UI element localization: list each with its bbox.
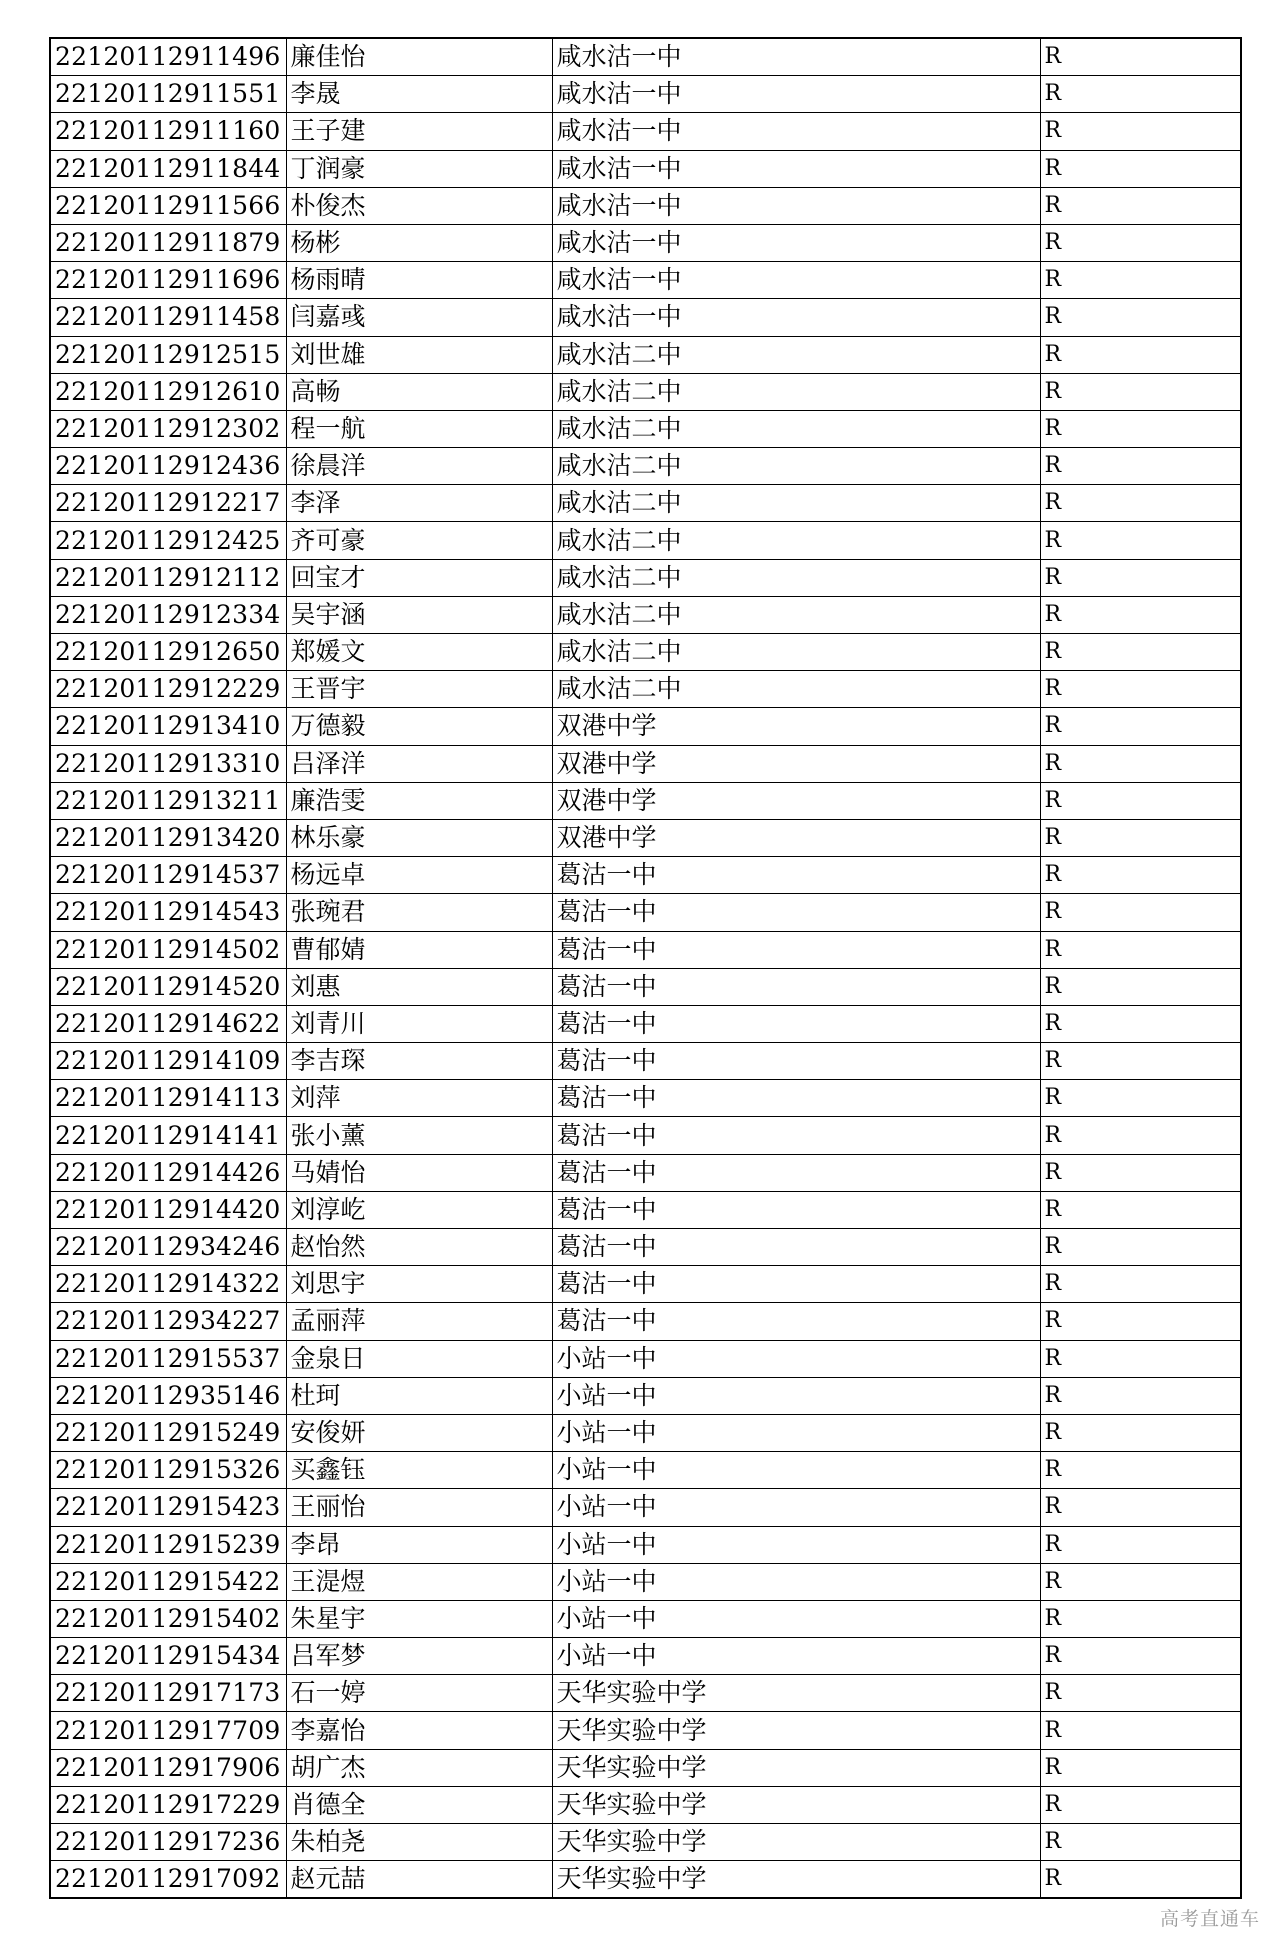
exam-id-cell: 22120112913410 xyxy=(50,708,286,745)
student-name-cell: 朱柏尧 xyxy=(286,1824,552,1861)
student-list-table xyxy=(49,37,1242,1899)
exam-id-cell: 22120112912515 xyxy=(50,336,286,373)
school-cell: 天华实验中学 xyxy=(552,1786,1040,1823)
school-cell: 小站一中 xyxy=(552,1452,1040,1489)
school-cell: 咸水沽二中 xyxy=(552,336,1040,373)
flag-cell: R xyxy=(1040,559,1241,596)
school-cell: 咸水沽二中 xyxy=(552,596,1040,633)
student-name-cell: 刘惠 xyxy=(286,968,552,1005)
school-cell: 咸水沽二中 xyxy=(552,559,1040,596)
exam-id-cell: 22120112911458 xyxy=(50,299,286,336)
school-cell: 咸水沽二中 xyxy=(552,522,1040,559)
school-cell: 葛沽一中 xyxy=(552,857,1040,894)
student-name-cell: 刘青川 xyxy=(286,1005,552,1042)
school-cell: 天华实验中学 xyxy=(552,1675,1040,1712)
school-cell: 咸水沽一中 xyxy=(552,262,1040,299)
flag-cell: R xyxy=(1040,1414,1241,1451)
student-name-cell: 闫嘉彧 xyxy=(286,299,552,336)
student-name-cell: 刘萍 xyxy=(286,1080,552,1117)
school-cell: 葛沽一中 xyxy=(552,1005,1040,1042)
school-cell: 小站一中 xyxy=(552,1638,1040,1675)
flag-cell: R xyxy=(1040,262,1241,299)
flag-cell: R xyxy=(1040,38,1241,76)
table-row xyxy=(50,1340,1241,1377)
exam-id-cell: 22120112912302 xyxy=(50,410,286,447)
table-row xyxy=(50,596,1241,633)
table-row xyxy=(50,262,1241,299)
flag-cell: R xyxy=(1040,819,1241,856)
student-name-cell: 丁润豪 xyxy=(286,150,552,187)
exam-id-cell: 22120112913420 xyxy=(50,819,286,856)
school-cell: 双港中学 xyxy=(552,745,1040,782)
flag-cell: R xyxy=(1040,1229,1241,1266)
flag-cell: R xyxy=(1040,224,1241,261)
table-row xyxy=(50,1600,1241,1637)
school-cell: 咸水沽一中 xyxy=(552,224,1040,261)
table-row xyxy=(50,1861,1241,1899)
school-cell: 葛沽一中 xyxy=(552,1154,1040,1191)
flag-cell: R xyxy=(1040,596,1241,633)
school-cell: 咸水沽一中 xyxy=(552,187,1040,224)
school-cell: 咸水沽二中 xyxy=(552,448,1040,485)
school-cell: 小站一中 xyxy=(552,1563,1040,1600)
exam-id-cell: 22120112914622 xyxy=(50,1005,286,1042)
student-name-cell: 徐晨洋 xyxy=(286,448,552,485)
table-row xyxy=(50,1043,1241,1080)
student-name-cell: 廉浩雯 xyxy=(286,782,552,819)
flag-cell: R xyxy=(1040,857,1241,894)
school-cell: 咸水沽二中 xyxy=(552,671,1040,708)
flag-cell: R xyxy=(1040,1117,1241,1154)
school-cell: 天华实验中学 xyxy=(552,1861,1040,1899)
student-name-cell: 买鑫钰 xyxy=(286,1452,552,1489)
school-cell: 咸水沽一中 xyxy=(552,299,1040,336)
table-row xyxy=(50,1191,1241,1228)
student-name-cell: 齐可豪 xyxy=(286,522,552,559)
exam-id-cell: 22120112911160 xyxy=(50,113,286,150)
table-row xyxy=(50,1638,1241,1675)
school-cell: 天华实验中学 xyxy=(552,1749,1040,1786)
student-name-cell: 张小薰 xyxy=(286,1117,552,1154)
school-cell: 天华实验中学 xyxy=(552,1824,1040,1861)
table-row xyxy=(50,150,1241,187)
exam-id-cell: 22120112913310 xyxy=(50,745,286,782)
school-cell: 咸水沽一中 xyxy=(552,113,1040,150)
exam-id-cell: 22120112917229 xyxy=(50,1786,286,1823)
exam-id-cell: 22120112917906 xyxy=(50,1749,286,1786)
exam-id-cell: 22120112912112 xyxy=(50,559,286,596)
school-cell: 葛沽一中 xyxy=(552,1303,1040,1340)
student-name-cell: 刘世雄 xyxy=(286,336,552,373)
exam-id-cell: 22120112915537 xyxy=(50,1340,286,1377)
school-cell: 咸水沽二中 xyxy=(552,410,1040,447)
school-cell: 葛沽一中 xyxy=(552,968,1040,1005)
school-cell: 葛沽一中 xyxy=(552,1117,1040,1154)
school-cell: 咸水沽一中 xyxy=(552,38,1040,76)
table-row xyxy=(50,1712,1241,1749)
flag-cell: R xyxy=(1040,1712,1241,1749)
flag-cell: R xyxy=(1040,1675,1241,1712)
student-name-cell: 孟丽萍 xyxy=(286,1303,552,1340)
school-cell: 小站一中 xyxy=(552,1340,1040,1377)
student-name-cell: 赵怡然 xyxy=(286,1229,552,1266)
student-name-cell: 马婧怡 xyxy=(286,1154,552,1191)
exam-id-cell: 22120112915422 xyxy=(50,1563,286,1600)
school-cell: 小站一中 xyxy=(552,1526,1040,1563)
student-name-cell: 吕泽洋 xyxy=(286,745,552,782)
watermark-text: 高考直通车 xyxy=(1159,1908,1260,1930)
school-cell: 咸水沽二中 xyxy=(552,634,1040,671)
table-row xyxy=(50,1005,1241,1042)
table-row xyxy=(50,1266,1241,1303)
flag-cell: R xyxy=(1040,1191,1241,1228)
exam-id-cell: 22120112911879 xyxy=(50,224,286,261)
flag-cell: R xyxy=(1040,1340,1241,1377)
school-cell: 葛沽一中 xyxy=(552,894,1040,931)
student-name-cell: 郑媛文 xyxy=(286,634,552,671)
student-name-cell: 胡广杰 xyxy=(286,1749,552,1786)
flag-cell: R xyxy=(1040,1861,1241,1899)
student-name-cell: 程一航 xyxy=(286,410,552,447)
flag-cell: R xyxy=(1040,1154,1241,1191)
exam-id-cell: 22120112911496 xyxy=(50,38,286,76)
school-cell: 葛沽一中 xyxy=(552,1043,1040,1080)
flag-cell: R xyxy=(1040,1452,1241,1489)
exam-id-cell: 22120112911566 xyxy=(50,187,286,224)
flag-cell: R xyxy=(1040,1600,1241,1637)
table-row xyxy=(50,1563,1241,1600)
table-row xyxy=(50,336,1241,373)
table-row xyxy=(50,671,1241,708)
table-row xyxy=(50,894,1241,931)
exam-id-cell: 22120112934227 xyxy=(50,1303,286,1340)
school-cell: 葛沽一中 xyxy=(552,1191,1040,1228)
school-cell: 双港中学 xyxy=(552,708,1040,745)
exam-id-cell: 22120112912650 xyxy=(50,634,286,671)
exam-id-cell: 22120112917173 xyxy=(50,1675,286,1712)
school-cell: 咸水沽二中 xyxy=(552,485,1040,522)
flag-cell: R xyxy=(1040,187,1241,224)
exam-id-cell: 22120112914502 xyxy=(50,931,286,968)
table-row xyxy=(50,1080,1241,1117)
student-name-cell: 吴宇涵 xyxy=(286,596,552,633)
student-name-cell: 李泽 xyxy=(286,485,552,522)
flag-cell: R xyxy=(1040,782,1241,819)
student-name-cell: 李吉琛 xyxy=(286,1043,552,1080)
table-row xyxy=(50,373,1241,410)
school-cell: 小站一中 xyxy=(552,1489,1040,1526)
student-name-cell: 杜珂 xyxy=(286,1377,552,1414)
school-cell: 双港中学 xyxy=(552,819,1040,856)
student-name-cell: 回宝才 xyxy=(286,559,552,596)
exam-id-cell: 22120112914141 xyxy=(50,1117,286,1154)
flag-cell: R xyxy=(1040,1043,1241,1080)
school-cell: 葛沽一中 xyxy=(552,1229,1040,1266)
exam-id-cell: 22120112917092 xyxy=(50,1861,286,1899)
student-name-cell: 高畅 xyxy=(286,373,552,410)
flag-cell: R xyxy=(1040,113,1241,150)
exam-id-cell: 22120112912217 xyxy=(50,485,286,522)
flag-cell: R xyxy=(1040,485,1241,522)
exam-id-cell: 22120112915326 xyxy=(50,1452,286,1489)
student-name-cell: 李嘉怡 xyxy=(286,1712,552,1749)
table-row xyxy=(50,819,1241,856)
student-name-cell: 金泉日 xyxy=(286,1340,552,1377)
student-name-cell: 吕军梦 xyxy=(286,1638,552,1675)
exam-id-cell: 22120112912610 xyxy=(50,373,286,410)
exam-id-cell: 22120112914109 xyxy=(50,1043,286,1080)
student-name-cell: 廉佳怡 xyxy=(286,38,552,76)
table-row xyxy=(50,1414,1241,1451)
student-name-cell: 曹郁婧 xyxy=(286,931,552,968)
student-name-cell: 王晋宇 xyxy=(286,671,552,708)
exam-id-cell: 22120112914420 xyxy=(50,1191,286,1228)
flag-cell: R xyxy=(1040,894,1241,931)
exam-id-cell: 22120112914426 xyxy=(50,1154,286,1191)
table-row xyxy=(50,1749,1241,1786)
exam-id-cell: 22120112911696 xyxy=(50,262,286,299)
student-name-cell: 杨雨晴 xyxy=(286,262,552,299)
exam-id-cell: 22120112912436 xyxy=(50,448,286,485)
school-cell: 咸水沽一中 xyxy=(552,76,1040,113)
school-cell: 葛沽一中 xyxy=(552,1266,1040,1303)
table-row xyxy=(50,1377,1241,1414)
flag-cell: R xyxy=(1040,1563,1241,1600)
student-name-cell: 万德毅 xyxy=(286,708,552,745)
table-row xyxy=(50,1824,1241,1861)
student-name-cell: 安俊妍 xyxy=(286,1414,552,1451)
table-row xyxy=(50,485,1241,522)
school-cell: 小站一中 xyxy=(552,1377,1040,1414)
exam-id-cell: 22120112915249 xyxy=(50,1414,286,1451)
table-row xyxy=(50,224,1241,261)
exam-id-cell: 22120112915402 xyxy=(50,1600,286,1637)
exam-id-cell: 22120112911844 xyxy=(50,150,286,187)
school-cell: 咸水沽一中 xyxy=(552,150,1040,187)
table-row xyxy=(50,1786,1241,1823)
table-row xyxy=(50,448,1241,485)
table-row xyxy=(50,745,1241,782)
student-name-cell: 林乐豪 xyxy=(286,819,552,856)
flag-cell: R xyxy=(1040,968,1241,1005)
student-name-cell: 王子建 xyxy=(286,113,552,150)
table-row xyxy=(50,113,1241,150)
flag-cell: R xyxy=(1040,410,1241,447)
table-row xyxy=(50,1526,1241,1563)
flag-cell: R xyxy=(1040,448,1241,485)
flag-cell: R xyxy=(1040,1786,1241,1823)
table-row xyxy=(50,299,1241,336)
student-name-cell: 王丽怡 xyxy=(286,1489,552,1526)
table-row xyxy=(50,1452,1241,1489)
student-name-cell: 刘淳屹 xyxy=(286,1191,552,1228)
student-name-cell: 朴俊杰 xyxy=(286,187,552,224)
flag-cell: R xyxy=(1040,1005,1241,1042)
table-row xyxy=(50,1117,1241,1154)
table-row xyxy=(50,634,1241,671)
table-row xyxy=(50,522,1241,559)
exam-id-cell: 22120112914537 xyxy=(50,857,286,894)
student-name-cell: 杨远卓 xyxy=(286,857,552,894)
exam-id-cell: 22120112913211 xyxy=(50,782,286,819)
table-row xyxy=(50,1675,1241,1712)
flag-cell: R xyxy=(1040,708,1241,745)
table-row xyxy=(50,968,1241,1005)
table-row xyxy=(50,187,1241,224)
student-name-cell: 张琬君 xyxy=(286,894,552,931)
flag-cell: R xyxy=(1040,1080,1241,1117)
exam-id-cell: 22120112912229 xyxy=(50,671,286,708)
school-cell: 天华实验中学 xyxy=(552,1712,1040,1749)
flag-cell: R xyxy=(1040,1526,1241,1563)
exam-id-cell: 22120112915434 xyxy=(50,1638,286,1675)
flag-cell: R xyxy=(1040,1749,1241,1786)
table-row xyxy=(50,931,1241,968)
student-name-cell: 赵元喆 xyxy=(286,1861,552,1899)
flag-cell: R xyxy=(1040,150,1241,187)
flag-cell: R xyxy=(1040,931,1241,968)
flag-cell: R xyxy=(1040,299,1241,336)
flag-cell: R xyxy=(1040,336,1241,373)
table-row xyxy=(50,1303,1241,1340)
school-cell: 小站一中 xyxy=(552,1600,1040,1637)
table-row xyxy=(50,1154,1241,1191)
student-name-cell: 石一婷 xyxy=(286,1675,552,1712)
table-row xyxy=(50,38,1241,76)
table-row xyxy=(50,410,1241,447)
student-name-cell: 杨彬 xyxy=(286,224,552,261)
table-row xyxy=(50,559,1241,596)
exam-id-cell: 22120112915239 xyxy=(50,1526,286,1563)
flag-cell: R xyxy=(1040,1489,1241,1526)
table-body xyxy=(50,38,1241,1898)
exam-id-cell: 22120112915423 xyxy=(50,1489,286,1526)
school-cell: 咸水沽二中 xyxy=(552,373,1040,410)
exam-id-cell: 22120112912425 xyxy=(50,522,286,559)
table-row xyxy=(50,1489,1241,1526)
flag-cell: R xyxy=(1040,1266,1241,1303)
school-cell: 葛沽一中 xyxy=(552,931,1040,968)
table-row xyxy=(50,1229,1241,1266)
flag-cell: R xyxy=(1040,373,1241,410)
flag-cell: R xyxy=(1040,1377,1241,1414)
school-cell: 双港中学 xyxy=(552,782,1040,819)
flag-cell: R xyxy=(1040,1824,1241,1861)
student-name-cell: 肖德全 xyxy=(286,1786,552,1823)
school-cell: 小站一中 xyxy=(552,1414,1040,1451)
exam-id-cell: 22120112911551 xyxy=(50,76,286,113)
flag-cell: R xyxy=(1040,1303,1241,1340)
table-row xyxy=(50,76,1241,113)
flag-cell: R xyxy=(1040,671,1241,708)
exam-id-cell: 22120112917709 xyxy=(50,1712,286,1749)
school-cell: 葛沽一中 xyxy=(552,1080,1040,1117)
exam-id-cell: 22120112935146 xyxy=(50,1377,286,1414)
student-name-cell: 刘思宇 xyxy=(286,1266,552,1303)
student-name-cell: 李昂 xyxy=(286,1526,552,1563)
student-name-cell: 朱星宇 xyxy=(286,1600,552,1637)
exam-id-cell: 22120112914520 xyxy=(50,968,286,1005)
exam-id-cell: 22120112914113 xyxy=(50,1080,286,1117)
exam-id-cell: 22120112914543 xyxy=(50,894,286,931)
table-row xyxy=(50,857,1241,894)
flag-cell: R xyxy=(1040,745,1241,782)
flag-cell: R xyxy=(1040,634,1241,671)
flag-cell: R xyxy=(1040,522,1241,559)
exam-id-cell: 22120112912334 xyxy=(50,596,286,633)
table-row xyxy=(50,708,1241,745)
flag-cell: R xyxy=(1040,1638,1241,1675)
exam-id-cell: 22120112917236 xyxy=(50,1824,286,1861)
table-row xyxy=(50,782,1241,819)
flag-cell: R xyxy=(1040,76,1241,113)
student-name-cell: 李晟 xyxy=(286,76,552,113)
exam-id-cell: 22120112934246 xyxy=(50,1229,286,1266)
student-name-cell: 王湜煜 xyxy=(286,1563,552,1600)
exam-id-cell: 22120112914322 xyxy=(50,1266,286,1303)
